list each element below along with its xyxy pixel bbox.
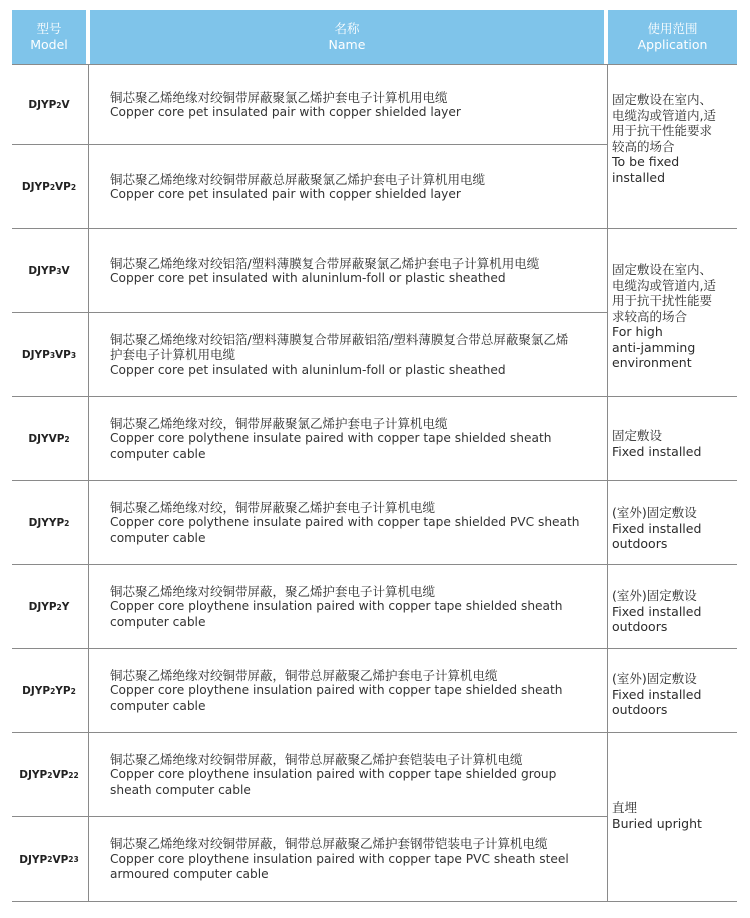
name-zh: 铜芯聚乙烯绝缘对绞铝箔/塑料薄膜复合带屏蔽聚氯乙烯护套电子计算机用电缆 — [110, 255, 540, 271]
name-en: Copper core ploythene insulation paired with copper tape shielded sheath — [110, 599, 563, 614]
table-row — [12, 144, 608, 229]
header-model-zh: 型号 — [36, 21, 62, 36]
application-cell: (室外)固定敷设 Fixed installed outdoors — [612, 505, 702, 551]
table-bottom-border — [12, 901, 737, 902]
name-zh: 铜芯聚乙烯绝缘对绞铜带屏蔽，铜带总屏蔽聚乙烯护套铠装电子计算机电缆 — [110, 751, 523, 767]
table-row — [12, 480, 608, 565]
name-en-line2: computer cable — [110, 698, 206, 713]
model-code: DJYP 2 Y — [28, 601, 70, 613]
application-cell: 固定敷设在室内、 电缆沟或管道内,适 用于抗干扰性能要 求较高的场合 For high anti-jamming environment — [612, 262, 716, 370]
cable-name — [110, 817, 580, 902]
name-en-line2: computer cable — [110, 446, 206, 461]
name-zh: 铜芯聚乙烯绝缘对绞铜带屏蔽聚氯乙烯护套电子计算机用电缆 — [110, 89, 448, 105]
application-cell: 直埋 Buried upright — [612, 800, 702, 831]
application-cell: 固定敷设 Fixed installed — [612, 428, 702, 459]
table-row — [12, 648, 608, 733]
cable-name — [110, 481, 580, 565]
cable-name — [110, 313, 580, 397]
app-separator — [607, 480, 737, 481]
table-row — [12, 564, 608, 649]
header-application — [608, 10, 737, 64]
name-zh: 铜芯聚乙烯绝缘对绞铜带屏蔽，聚乙烯护套电子计算机电缆 — [110, 583, 436, 599]
cable-name — [110, 397, 580, 481]
model-code: DJYP 2 VP 2 — [21, 181, 77, 193]
model-code: DJYVP 2 — [28, 433, 70, 445]
application-cell: 固定敷设在室内、 电缆沟或管道内,适 用于抗干性能要求 较高的场合 To be fixed installed — [612, 92, 716, 185]
header-model-en: Model — [30, 37, 68, 52]
table-row — [12, 396, 608, 481]
header-model — [12, 10, 86, 64]
cable-name — [110, 65, 580, 145]
name-zh: 铜芯聚乙烯绝缘对绞铜带屏蔽，铜带总屏蔽聚乙烯护套电子计算机电缆 — [110, 667, 498, 683]
model-code: DJYP 2 V — [28, 99, 70, 111]
name-zh: 铜芯聚乙烯绝缘对绞，铜带屏蔽聚乙烯护套电子计算机电缆 — [110, 499, 436, 515]
model-code: DJYP 3 VP 3 — [21, 349, 77, 361]
app-separator — [607, 396, 737, 397]
header-name-en: Name — [328, 37, 366, 52]
name-en: Copper core ploythene insulation paired with copper tape PVC sheath steel — [110, 851, 569, 866]
name-en: Copper core pet insulated pair with copper shielded layer — [110, 187, 461, 201]
app-separator — [607, 64, 737, 65]
model-code: DJYYP 2 — [28, 517, 70, 529]
name-en-line2: sheath computer cable — [110, 782, 251, 797]
name-en: Copper core pet insulated pair with copper shielded layer — [110, 105, 461, 119]
cable-name — [110, 229, 580, 313]
table-row — [12, 228, 608, 313]
cable-name — [110, 565, 580, 649]
name-en: Copper core ploythene insulation paired with copper tape shielded sheath — [110, 683, 563, 698]
name-en: Copper core polythene insulate paired with copper tape shielded sheath — [110, 431, 552, 446]
model-code: DJYP 2 YP 2 — [22, 685, 76, 697]
name-zh: 铜芯聚乙烯绝缘对绞铝箔/塑料薄膜复合带屏蔽铝箔/塑料薄膜复合带总屏蔽聚氯乙烯护套电子计算机用电缆 — [110, 331, 569, 363]
name-en: Copper core pet insulated with aluninlum-foll or plastic sheathed — [110, 362, 506, 377]
name-zh: 铜芯聚乙烯绝缘对绞铜带屏蔽，铜带总屏蔽聚乙烯护套钢带铠装电子计算机电缆 — [110, 836, 548, 852]
cable-name — [110, 649, 580, 733]
app-separator — [607, 648, 737, 649]
model-code: DJYP 3 V — [28, 265, 70, 277]
header-name — [90, 10, 604, 64]
app-separator — [607, 564, 737, 565]
header-app-en: Application — [637, 37, 708, 52]
name-en: Copper core polythene insulate paired with copper tape shielded PVC sheath — [110, 515, 580, 530]
model-code: DJYP 2 VP 23 — [19, 853, 79, 866]
table-row — [12, 816, 608, 902]
cable-name — [110, 733, 580, 817]
name-zh: 铜芯聚乙烯绝缘对绞，铜带屏蔽聚氯乙烯护套电子计算机电缆 — [110, 415, 448, 431]
table-row — [12, 64, 608, 145]
application-cell: (室外)固定敷设 Fixed installed outdoors — [612, 671, 702, 717]
name-en: Copper core pet insulated with aluninlum-foll or plastic sheathed — [110, 271, 506, 285]
app-separator — [607, 732, 737, 733]
name-zh: 铜芯聚乙烯绝缘对绞铜带屏蔽总屏蔽聚氯乙烯护套电子计算机用电缆 — [110, 171, 486, 187]
name-en-line2: computer cable — [110, 614, 206, 629]
application-cell: (室外)固定敷设 Fixed installed outdoors — [612, 588, 702, 634]
name-en-line2: armoured computer cable — [110, 867, 269, 882]
header-app-zh: 使用范围 — [647, 21, 698, 36]
model-code: DJYP 2 VP 22 — [19, 769, 79, 781]
table-row — [12, 732, 608, 817]
cable-name — [110, 145, 580, 229]
app-separator — [607, 228, 737, 229]
header-name-zh: 名称 — [334, 21, 360, 36]
name-en-line2: computer cable — [110, 530, 206, 545]
name-en: Copper core ploythene insulation paired with copper tape shielded group — [110, 767, 557, 782]
table-row — [12, 312, 608, 397]
